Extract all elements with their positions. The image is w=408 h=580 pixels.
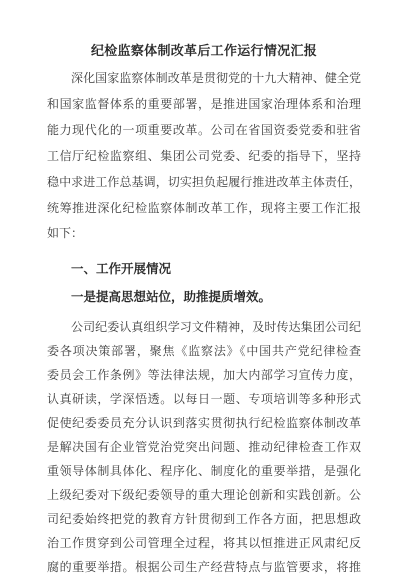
body-line-6: 是解决国有企业管党治党突出问题、推动纪律检查工作双 — [47, 440, 362, 454]
subsection-heading: 一是提高思想站位，助推提质增效。 — [71, 289, 272, 304]
intro-line-4: 工信厅纪检监察组、集团公司党委、纪委的指导下，坚持 — [47, 149, 362, 163]
intro-line-2: 和国家监督体系的重要部署，是推进国家治理体系和治理 — [47, 97, 362, 111]
intro-line-5: 稳中求进工作总基调，切实担负起履行推进改革主体责任， — [47, 175, 362, 189]
intro-line-1: 深化国家监察体制改革是贯彻党的十九大精神、健全党 — [71, 71, 362, 85]
body-line-1: 公司纪委认真组织学习文件精神，及时传达集团公司纪 — [71, 320, 362, 334]
document-title: 纪检监察体制改革后工作运行情况汇报 — [90, 44, 318, 59]
intro-line-7: 如下： — [47, 226, 84, 240]
intro-line-6: 统筹推进深化纪检监察体制改革工作，现将主要工作汇报 — [47, 201, 362, 215]
body-line-9: 司纪委始终把党的教育方针贯彻到工作各方面，把思想政 — [47, 512, 362, 526]
body-line-3: 委员会工作条例》等法律法规，加大内部学习宣传力度， — [47, 368, 362, 382]
section-heading: 一、工作开展情况 — [71, 261, 172, 276]
body-line-8: 上级纪委对下级纪委领导的重大理论创新和实践创新。公 — [47, 488, 362, 502]
intro-line-3: 能力现代化的一项重要改革。公司在省国资委党委和驻省 — [47, 123, 362, 137]
body-line-10: 治工作贯穿到公司管理全过程，将其以恒推进正风肃纪反 — [47, 536, 362, 550]
body-line-11: 腐的重要举措。根据公司生产经营特点与监管要求，将推 — [47, 560, 362, 574]
body-line-4: 认真研读，学深悟透。以每日一题、专项培训等多种形式 — [47, 392, 362, 406]
body-line-2: 委各项决策部署，聚焦《监察法》《中国共产党纪律检查 — [47, 344, 362, 358]
body-line-7: 重领导体制具体化、程序化、制度化的重要举措，是强化 — [47, 464, 362, 478]
body-line-5: 促使纪委委员充分认识到落实贯彻执行纪检监察体制改革 — [47, 416, 362, 430]
